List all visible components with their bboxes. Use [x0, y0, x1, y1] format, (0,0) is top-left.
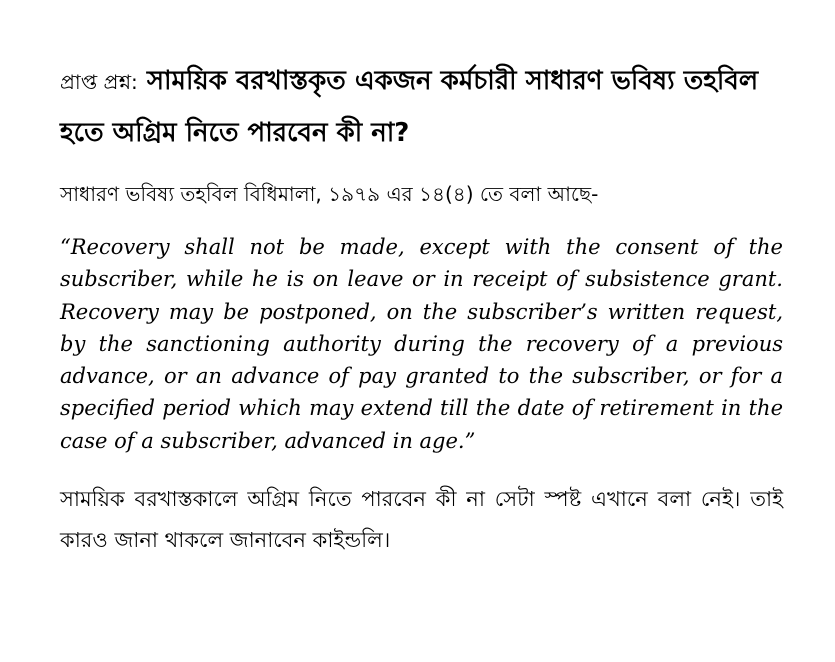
closing-note: সাময়িক বরখাস্তকালে অগ্রিম নিতে পারবেন কী না সেটা স্পষ্ট এখানে বলা নেই। তাই কারও জানা থাকলে জানাবেন কাইন্ডলি। [60, 487, 783, 553]
rule-quote: “Recovery shall not be made, except with the consent of the subscriber, while he is on leave or in receipt of subsistence grant. Recovery may be postponed, on the subscriber’s written request, by the sanctioning authority during the recovery of a previous advance, or an advance of pay granted to the subscriber, or for a specified period which may extend till the date of retirement in the case of a subscriber, advanced in age.” [60, 235, 783, 453]
rule-reference: সাধারণ ভবিষ্য তহবিল বিধিমালা, ১৯৭৯ এর ১৪(৪) তে বলা আছে- [60, 182, 599, 206]
question-label: প্রাপ্ত প্রশ্ন: [60, 70, 138, 94]
question-text: সাময়িক বরখাস্তকৃত একজন কর্মচারী সাধারণ ভবিষ্য তহবিল হতে অগ্রিম নিতে পারবেন কী না? [60, 66, 759, 148]
question-paragraph [60, 56, 783, 159]
